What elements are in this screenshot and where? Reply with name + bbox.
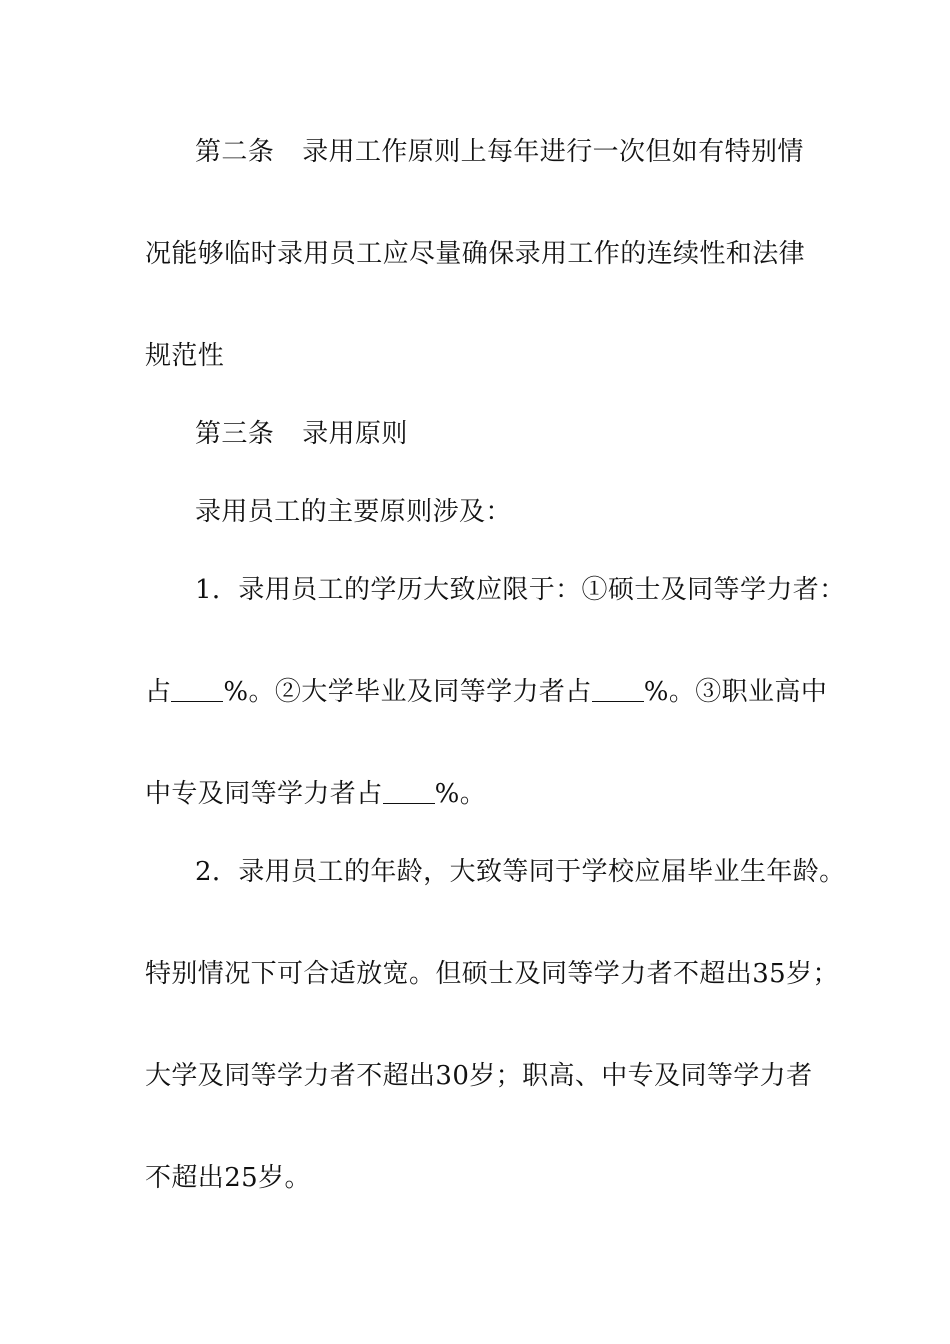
item2-line-1: 2．录用员工的年龄，大致等同于学校应届毕业生年龄。 (195, 857, 846, 887)
article2-text-1: 录用工作原则上每年进行一次但如有特别情 (302, 137, 804, 167)
article2-line-1 (195, 135, 895, 169)
item1-line-2 (145, 675, 845, 712)
fill-in-blank (592, 677, 644, 702)
article3-label: 第三条 (195, 419, 275, 449)
article2-line-2: 况能够临时录用员工应尽量确保录用工作的连续性和法律 (145, 239, 806, 269)
item1-line-1: 1．录用员工的学历大致应限于：①硕士及同等学力者： (195, 575, 846, 605)
item2-line-2: 特别情况下可合适放宽。但硕士及同等学力者不超出35岁； (145, 959, 839, 989)
item1-text-c: %。③职业高中 (643, 677, 828, 707)
item1-text-a: 占 (145, 677, 172, 707)
article3-intro: 录用员工的主要原则涉及： (195, 497, 512, 527)
fill-in-blank (383, 779, 435, 804)
article2-line-3: 规范性 (145, 341, 225, 371)
item1-text-e: %。 (434, 779, 487, 809)
article2-label: 第二条 (195, 137, 275, 167)
item1-text-b: %。②大学毕业及同等学力者占 (223, 677, 592, 707)
fill-in-blank (171, 677, 223, 702)
item2-line-3: 大学及同等学力者不超出30岁；职高、中专及同等学力者 (145, 1061, 813, 1091)
item1-line-3 (145, 777, 845, 811)
article3-title: 录用原则 (302, 419, 408, 449)
article3-heading (195, 417, 895, 451)
item2-line-4: 不超出25岁。 (145, 1163, 311, 1193)
item1-text-d: 中专及同等学力者占 (145, 779, 383, 809)
